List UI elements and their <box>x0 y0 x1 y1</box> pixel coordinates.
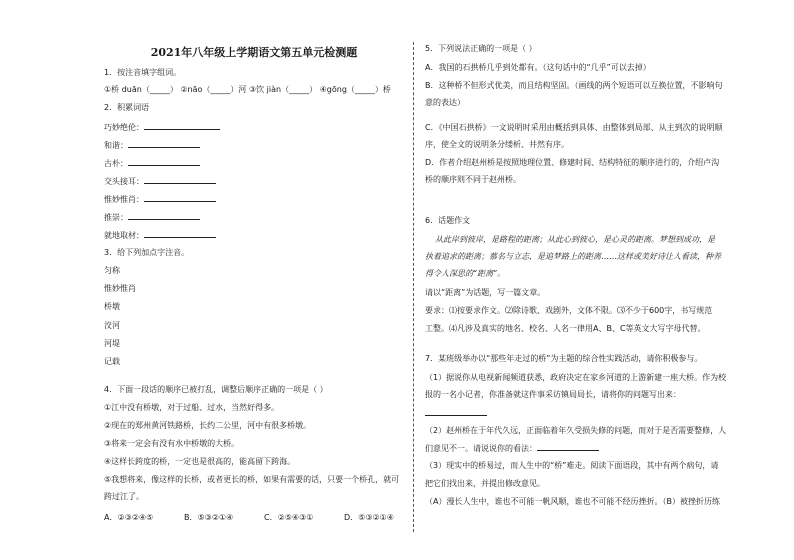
q4-option-a[interactable]: A．②③②④⑤ <box>104 513 154 522</box>
q5-line: 序，使全文的说明条分缕析、井然有序。 <box>425 140 569 149</box>
q5-line[interactable]: A．我国的石拱桥几乎到处都有。（这句话中的“几乎”可以去掉） <box>425 63 651 72</box>
q7-line: （A）漫长人生中，谁也不可能一帆风顺，谁也不可能不经历挫折。（B）被挫折历练 <box>425 497 720 506</box>
answer-blank[interactable] <box>425 407 487 416</box>
page-title: 2021年八年级上学期语文第五单元检测题 <box>150 46 358 59</box>
q2-item: 巧妙绝伦： <box>104 121 220 133</box>
q6-stem: 6．话题作文 <box>425 216 471 225</box>
q7-line: 们意见不一。请说说你的看法： <box>425 442 599 454</box>
q3-item: 匀称 <box>104 266 120 275</box>
q4-line: ③将来一定会有没有水中桥墩的大桥。 <box>104 439 240 448</box>
q4-option-c[interactable]: C．②⑤④③① <box>264 513 314 522</box>
q6-line: 得令人深思的“距离”。 <box>425 269 506 278</box>
q4-line: ④这样长跨度的桥，一定也是很高的，能高留下跨海。 <box>104 457 296 466</box>
q4-option-d[interactable]: D．⑤③②①④ <box>344 513 395 522</box>
q7-line: 报的一名小记者，你准备就这件事采访镇局局长，请将你的问题写出来： <box>425 390 681 399</box>
q2-item: 和谐： <box>104 139 200 151</box>
q3-item: 桥墩 <box>104 302 120 311</box>
q5-line[interactable]: C．《中国石拱桥》一文说明时采用由概括到具体、由整体到局部、从主到次的说明顺 <box>425 123 723 132</box>
q3-item: 惟妙惟肖 <box>104 284 136 293</box>
q5-line: 意的表达） <box>425 98 465 107</box>
q7-stem: 7．某班级举办以“那些年走过的桥”为主题的综合性实践活动，请你积极参与。 <box>425 354 703 363</box>
q5-line[interactable]: B．这种桥不但形式优美，而且结构坚固。（画线的两个短语可以互换位置，不影响句 <box>425 81 723 90</box>
answer-blank[interactable] <box>128 211 200 220</box>
right-column <box>425 0 725 560</box>
answer-blank[interactable] <box>144 175 216 184</box>
answer-blank[interactable] <box>128 157 200 166</box>
q4-line: ①江中没有桥墩，对于过船、过水，当然好得多。 <box>104 403 280 412</box>
q3-stem: 3．给下列加点字注音。 <box>104 248 190 257</box>
q5-line: 桥的顺序则不同于赵州桥。 <box>425 175 521 184</box>
q4-option-b[interactable]: B．⑤③②①④ <box>184 513 234 522</box>
answer-blank[interactable] <box>144 229 216 238</box>
q6-line: 要求：⑴按要求作文。⑵除诗歌、戏剧外，文体不限。⑶不少于600字，书写规范 <box>425 306 713 315</box>
q2-stem: 2．积累词语 <box>104 103 150 112</box>
q6-line: 从此岸到彼岸，是路程的距离；从此心到彼心，是心灵的距离。梦想到成功，是 <box>435 235 715 244</box>
q7-answer-line[interactable] <box>425 407 487 419</box>
q2-item: 惟妙惟肖： <box>104 193 216 205</box>
q5-line[interactable]: D．作者介绍赵州桥是按照地理位置、修建时间、结构特征的顺序进行的，介绍卢沟 <box>425 158 720 167</box>
q4-stem: 4．下面一段话的顺序已被打乱，调整后顺序正确的一项是（ ） <box>104 385 328 394</box>
q7-line: （3）现实中的桥易过，而人生中的“桥”难走。阅读下面语段，其中有两个病句，请 <box>425 461 719 470</box>
q7-line: （2）赵州桥在于年代久远，正面临着年久受损失修的问题，而对于是否需要整修，人 <box>425 426 727 435</box>
q7-line: 把它们找出来，并提出修改意见。 <box>425 479 545 488</box>
q5-stem: 5．下列说法正确的一项是（ ） <box>425 44 537 53</box>
q3-item: 记载 <box>104 357 120 366</box>
q2-item: 推崇： <box>104 211 200 223</box>
q4-line: ⑤我想将来，像这样的长桥，或者更长的桥，如果有需要的话，只要一个桥孔，就可 <box>104 475 400 484</box>
q3-item: 河堤 <box>104 339 120 348</box>
q6-line: 工整。⑷凡涉及真实的地名、校名、人名一律用A、B、C等英文大写字母代替。 <box>425 324 706 333</box>
q1-items: ①桥 duān（_____） ②nāo（_____）河 ③饮 jiàn（_____） ④gōng（_____）桥 <box>104 85 391 94</box>
q4-line: ②现在的郑州黄河铁路桥，长约二公里，河中有很多桥墩。 <box>104 421 312 430</box>
answer-blank[interactable] <box>144 121 220 130</box>
answer-blank[interactable] <box>537 442 599 451</box>
column-divider <box>413 42 414 532</box>
answer-blank[interactable] <box>144 193 216 202</box>
q7-line: （1）据说你从电视新闻频道获悉，政府决定在家乡河道的上游新建一座大桥。作为校 <box>425 373 727 382</box>
q2-item: 古朴： <box>104 157 200 169</box>
q6-line: 请以“距离”为话题，写一篇文章。 <box>425 288 546 297</box>
q1-stem: 1．按注音填字组词。 <box>104 68 182 77</box>
q6-line: 执着追求的距离；慕名与立志，是追梦路上的距离……这样或美好诗让人看读，种养 <box>425 252 721 261</box>
answer-blank[interactable] <box>128 139 200 148</box>
q4-line: 跨过江了。 <box>104 492 144 501</box>
q2-item: 交头接耳： <box>104 175 216 187</box>
q3-item: 洨河 <box>104 321 120 330</box>
q2-item: 就地取材： <box>104 229 216 241</box>
left-column <box>104 0 404 560</box>
